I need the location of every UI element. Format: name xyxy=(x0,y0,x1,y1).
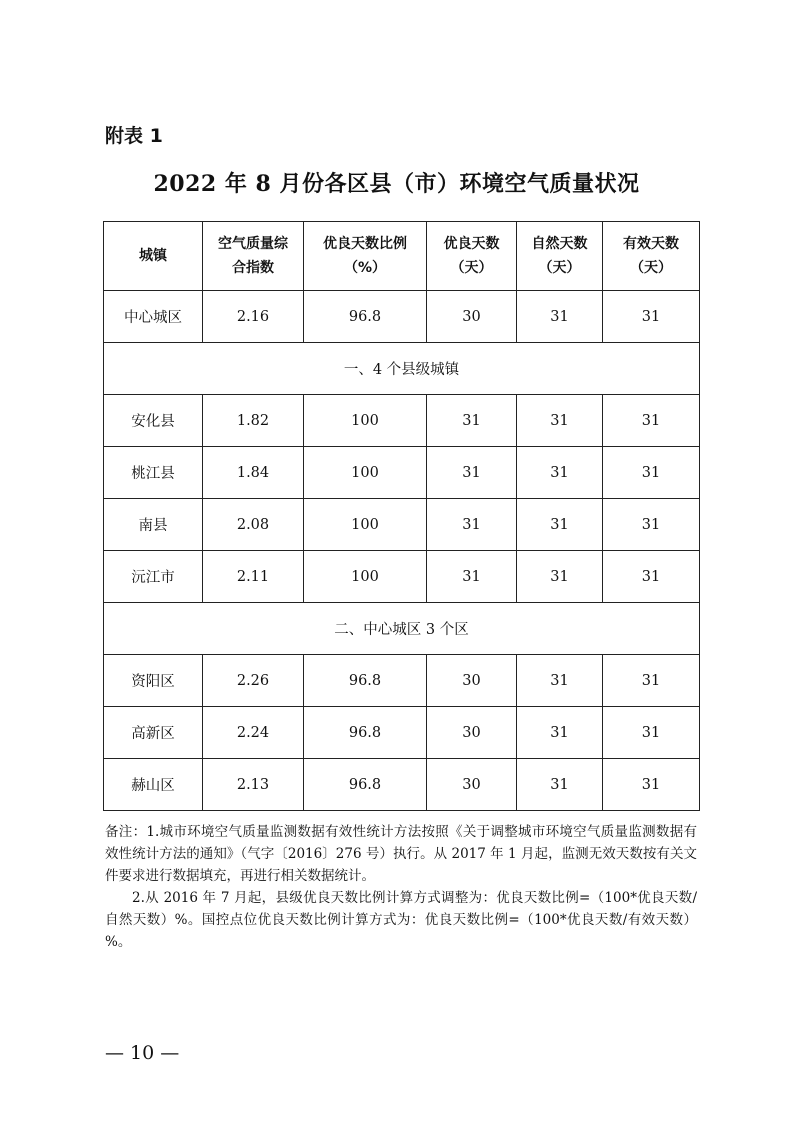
appendix-label: 附表 1 xyxy=(105,125,163,147)
table-row xyxy=(104,707,700,759)
cell: 31 xyxy=(603,655,700,707)
cell: 96.8 xyxy=(304,707,427,759)
cell: 31 xyxy=(603,395,700,447)
cell: 30 xyxy=(427,707,517,759)
cell: 中心城区 xyxy=(104,291,203,343)
header-town: 城镇 xyxy=(104,222,203,291)
table-row xyxy=(104,447,700,499)
cell: 100 xyxy=(304,447,427,499)
cell: 30 xyxy=(427,655,517,707)
cell: 31 xyxy=(517,707,603,759)
page-number: — 10 — xyxy=(105,1042,180,1064)
cell: 96.8 xyxy=(304,291,427,343)
cell: 31 xyxy=(517,655,603,707)
section-title: 二、中心城区 3 个区 xyxy=(104,603,700,655)
cell: 31 xyxy=(517,395,603,447)
cell: 96.8 xyxy=(304,759,427,811)
cell: 31 xyxy=(603,759,700,811)
cell: 1.84 xyxy=(203,447,304,499)
cell: 31 xyxy=(427,551,517,603)
cell: 30 xyxy=(427,759,517,811)
cell: 31 xyxy=(517,447,603,499)
cell: 2.13 xyxy=(203,759,304,811)
cell: 南县 xyxy=(104,499,203,551)
cell: 100 xyxy=(304,499,427,551)
cell: 赫山区 xyxy=(104,759,203,811)
air-quality-table xyxy=(103,221,700,811)
header-valid-days: 有效天数 （天） xyxy=(603,222,700,291)
cell: 31 xyxy=(517,499,603,551)
cell: 31 xyxy=(427,499,517,551)
note-2: 2.从 2016 年 7 月起，县级优良天数比例计算方式调整为：优良天数比例=（100*优良天数/自然天数）%。国控点位优良天数比例计算方式为：优良天数比例=（100*优良天数/有效天数）%。 xyxy=(105,890,697,950)
cell: 31 xyxy=(517,291,603,343)
cell: 31 xyxy=(427,447,517,499)
cell: 桃江县 xyxy=(104,447,203,499)
header-good-days: 优良天数 （天） xyxy=(427,222,517,291)
cell: 2.26 xyxy=(203,655,304,707)
cell: 30 xyxy=(427,291,517,343)
cell: 2.24 xyxy=(203,707,304,759)
table-row xyxy=(104,395,700,447)
cell: 31 xyxy=(603,291,700,343)
cell: 100 xyxy=(304,551,427,603)
cell: 96.8 xyxy=(304,655,427,707)
header-aqi: 空气质量综 合指数 xyxy=(203,222,304,291)
cell: 31 xyxy=(603,447,700,499)
section-row xyxy=(104,343,700,395)
page-title: 2022 年 8 月份各区县（市）环境空气质量状况 xyxy=(153,171,640,197)
table-row xyxy=(104,499,700,551)
note-1: 备注：1.城市环境空气质量监测数据有效性统计方法按照《关于调整城市环境空气质量监测数据有效性统计方法的通知》（气字〔2016〕276 号）执行。从 2017 年 1 月起，监测无效天数按有关文件要求进行数据填充，再进行相关数据统计。 xyxy=(105,824,697,884)
cell: 资阳区 xyxy=(104,655,203,707)
table-row xyxy=(104,655,700,707)
cell: 31 xyxy=(603,551,700,603)
cell: 安化县 xyxy=(104,395,203,447)
section-title: 一、4 个县级城镇 xyxy=(104,343,700,395)
cell: 2.11 xyxy=(203,551,304,603)
notes xyxy=(105,821,697,953)
cell: 高新区 xyxy=(104,707,203,759)
cell: 沅江市 xyxy=(104,551,203,603)
header-good-ratio: 优良天数比例 （%） xyxy=(304,222,427,291)
table-row xyxy=(104,759,700,811)
section-row xyxy=(104,603,700,655)
table-row xyxy=(104,291,700,343)
cell: 31 xyxy=(427,395,517,447)
cell: 31 xyxy=(603,707,700,759)
header-row xyxy=(104,222,700,291)
header-natural-days: 自然天数 （天） xyxy=(517,222,603,291)
cell: 2.08 xyxy=(203,499,304,551)
cell: 2.16 xyxy=(203,291,304,343)
cell: 31 xyxy=(517,759,603,811)
cell: 31 xyxy=(603,499,700,551)
cell: 1.82 xyxy=(203,395,304,447)
cell: 31 xyxy=(517,551,603,603)
table-row xyxy=(104,551,700,603)
cell: 100 xyxy=(304,395,427,447)
